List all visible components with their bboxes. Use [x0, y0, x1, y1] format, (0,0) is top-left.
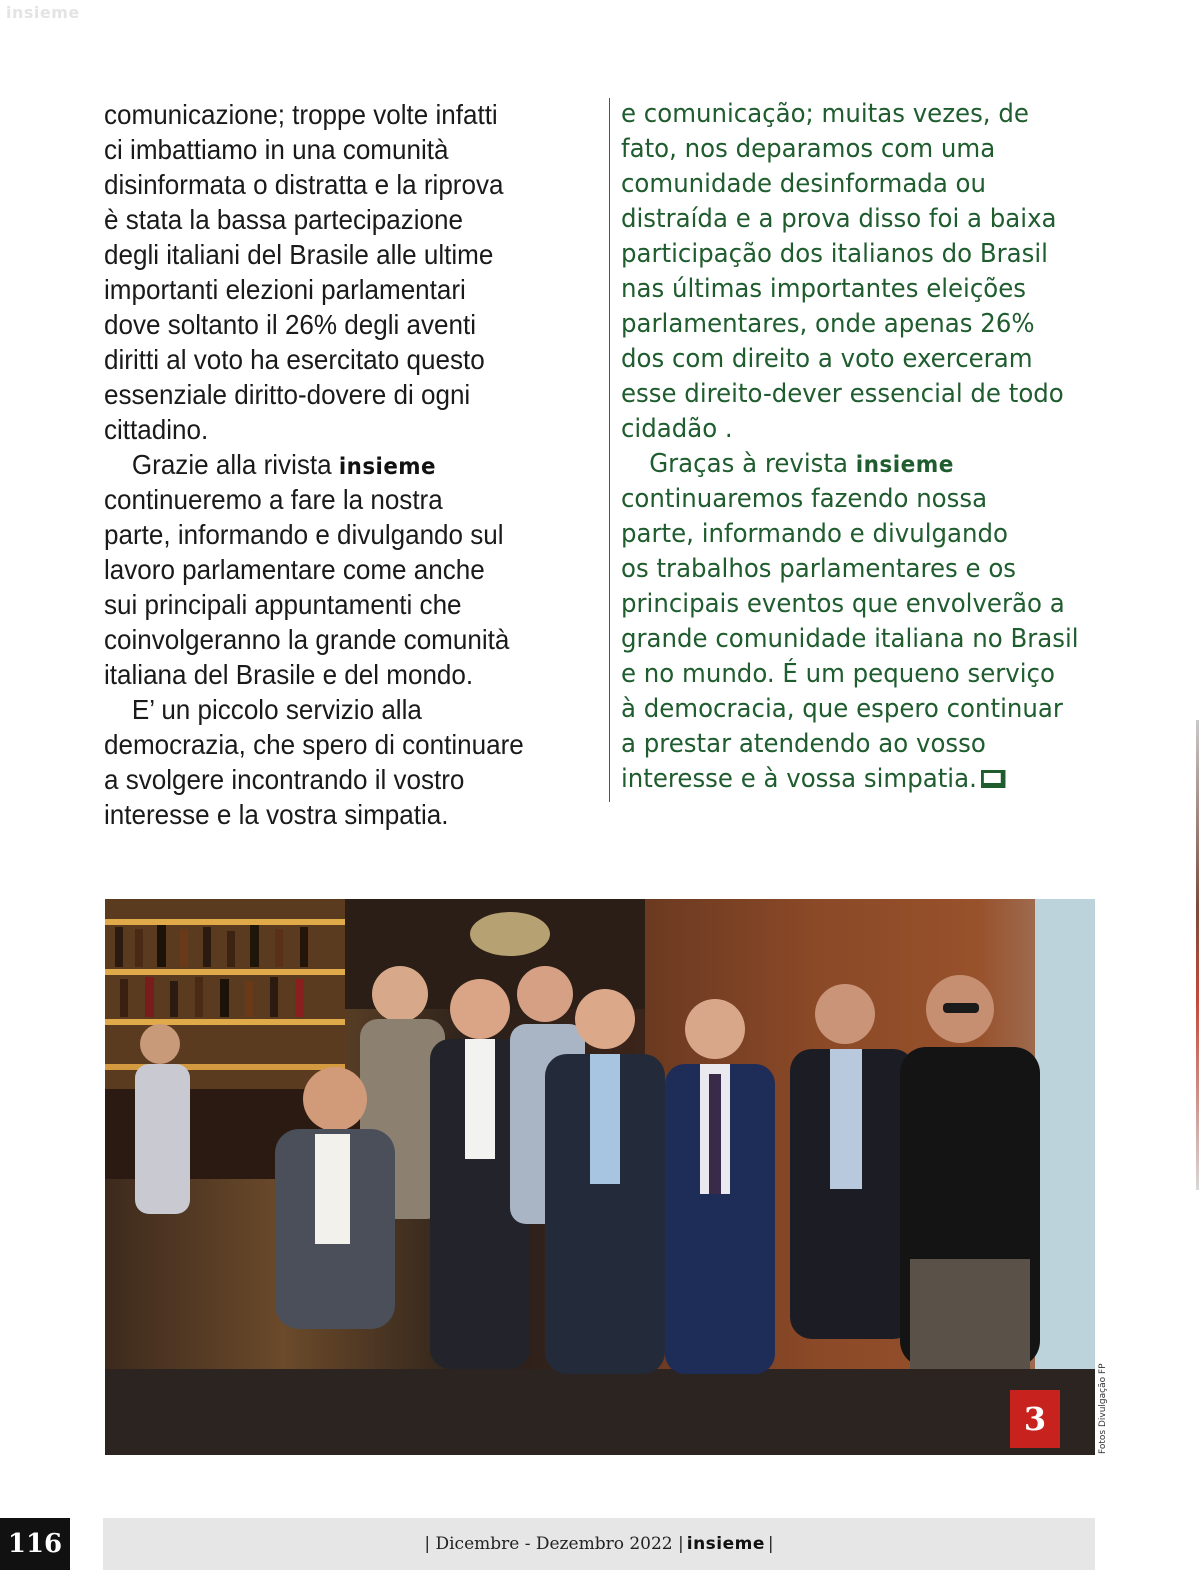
portuguese-line: principais eventos que envolverão a — [621, 589, 1065, 619]
portuguese-column — [621, 97, 1079, 797]
portuguese-line: continuaremos fazendo nossa — [621, 484, 988, 514]
footer-bar — [103, 1518, 1095, 1570]
header-logo: insieme — [6, 3, 80, 22]
portuguese-line: a prestar atendendo ao vosso — [621, 729, 986, 759]
italian-line: degli italiani del Brasile alle ultime — [104, 239, 494, 270]
italian-paragraph-2-start — [104, 447, 550, 482]
group-photo-illustration — [105, 899, 1095, 1455]
italian-line: cittadino. — [104, 414, 209, 445]
italian-column — [104, 97, 550, 832]
footer-separator: | — [767, 1534, 774, 1554]
italian-line: interesse e la vostra simpatia. — [104, 799, 449, 830]
italian-line: comunicazione; troppe volte infatti — [104, 99, 498, 130]
italian-line: sui principali appuntamenti che — [104, 589, 462, 620]
portuguese-line: e comunicação; muitas vezes, de — [621, 99, 1029, 129]
portuguese-line: fato, nos deparamos com uma — [621, 134, 996, 164]
column-divider — [609, 98, 610, 802]
page-number: 116 — [0, 1518, 70, 1570]
italian-line: diritti al voto ha esercitato questo — [104, 344, 485, 375]
portuguese-last-line — [621, 762, 1072, 797]
footer-brand: insieme — [686, 1534, 765, 1554]
portuguese-line: participação dos italianos do Brasil — [621, 239, 1048, 269]
portuguese-line: dos com direito a voto exerceram — [621, 344, 1033, 374]
portuguese-line: cidadão . — [621, 414, 733, 444]
portuguese-line: e no mundo. É um pequeno serviço — [621, 659, 1055, 689]
italian-line: coinvolgeranno la grande comunità — [104, 624, 510, 655]
page-edge-mark — [1196, 720, 1199, 1190]
portuguese-line: nas últimas importantes eleições — [621, 274, 1027, 304]
portuguese-paragraph-2-start — [621, 447, 1072, 482]
italian-line: ci imbattiamo in una comunità — [104, 134, 449, 165]
italian-p2-text: Grazie alla rivista — [131, 449, 332, 480]
portuguese-p2-text: Graças à revista — [649, 449, 848, 479]
portuguese-brand-name: insieme — [855, 452, 954, 478]
italian-line: dove soltanto il 26% degli aventi — [104, 309, 477, 340]
portuguese-line: comunidade desinformada ou — [621, 169, 987, 199]
portuguese-last-text: interesse e à vossa simpatia. — [621, 764, 977, 794]
end-of-article-icon — [981, 770, 1005, 788]
portuguese-line: distraída e a prova disso foi a baixa — [621, 204, 1057, 234]
italian-line: è stata la bassa partecipazione — [104, 204, 464, 235]
portuguese-line: esse direito-dever essencial de todo — [621, 379, 1064, 409]
portuguese-line: parlamentares, onde apenas 26% — [621, 309, 1035, 339]
italian-line: disinformata o distratta e la riprova — [104, 169, 504, 200]
footer-date: | Dicembre - Dezembro 2022 | — [424, 1534, 684, 1554]
italian-line: parte, informando e divulgando sul — [104, 519, 504, 550]
italian-line: a svolgere incontrando il vostro — [104, 764, 465, 795]
italian-line: lavoro parlamentare come anche — [104, 554, 485, 585]
portuguese-line: os trabalhos parlamentares e os — [621, 554, 1017, 584]
floor — [105, 1369, 1095, 1455]
group-photo — [105, 899, 1095, 1455]
italian-line: essenziale diritto-dovere di ogni — [104, 379, 471, 410]
portuguese-line: à democracia, que espero continuar — [621, 694, 1063, 724]
italian-line: E’ un piccolo servizio alla — [131, 694, 422, 725]
italian-line: importanti elezioni parlamentari — [104, 274, 466, 305]
italian-line: italiana del Brasile e del mondo. — [104, 659, 474, 690]
italian-line: democrazia, che spero di continuare — [104, 729, 524, 760]
italian-line: continueremo a fare la nostra — [104, 484, 443, 515]
italian-brand-name: insieme — [338, 454, 437, 480]
portuguese-line: parte, informando e divulgando — [621, 519, 1008, 549]
photo-credit: Fotos Divulgação FP — [1098, 1363, 1108, 1454]
photo-number-badge: 3 — [1010, 1390, 1060, 1448]
ceiling-lamp — [470, 912, 550, 956]
portuguese-line: grande comunidade italiana no Brasil — [621, 624, 1079, 654]
